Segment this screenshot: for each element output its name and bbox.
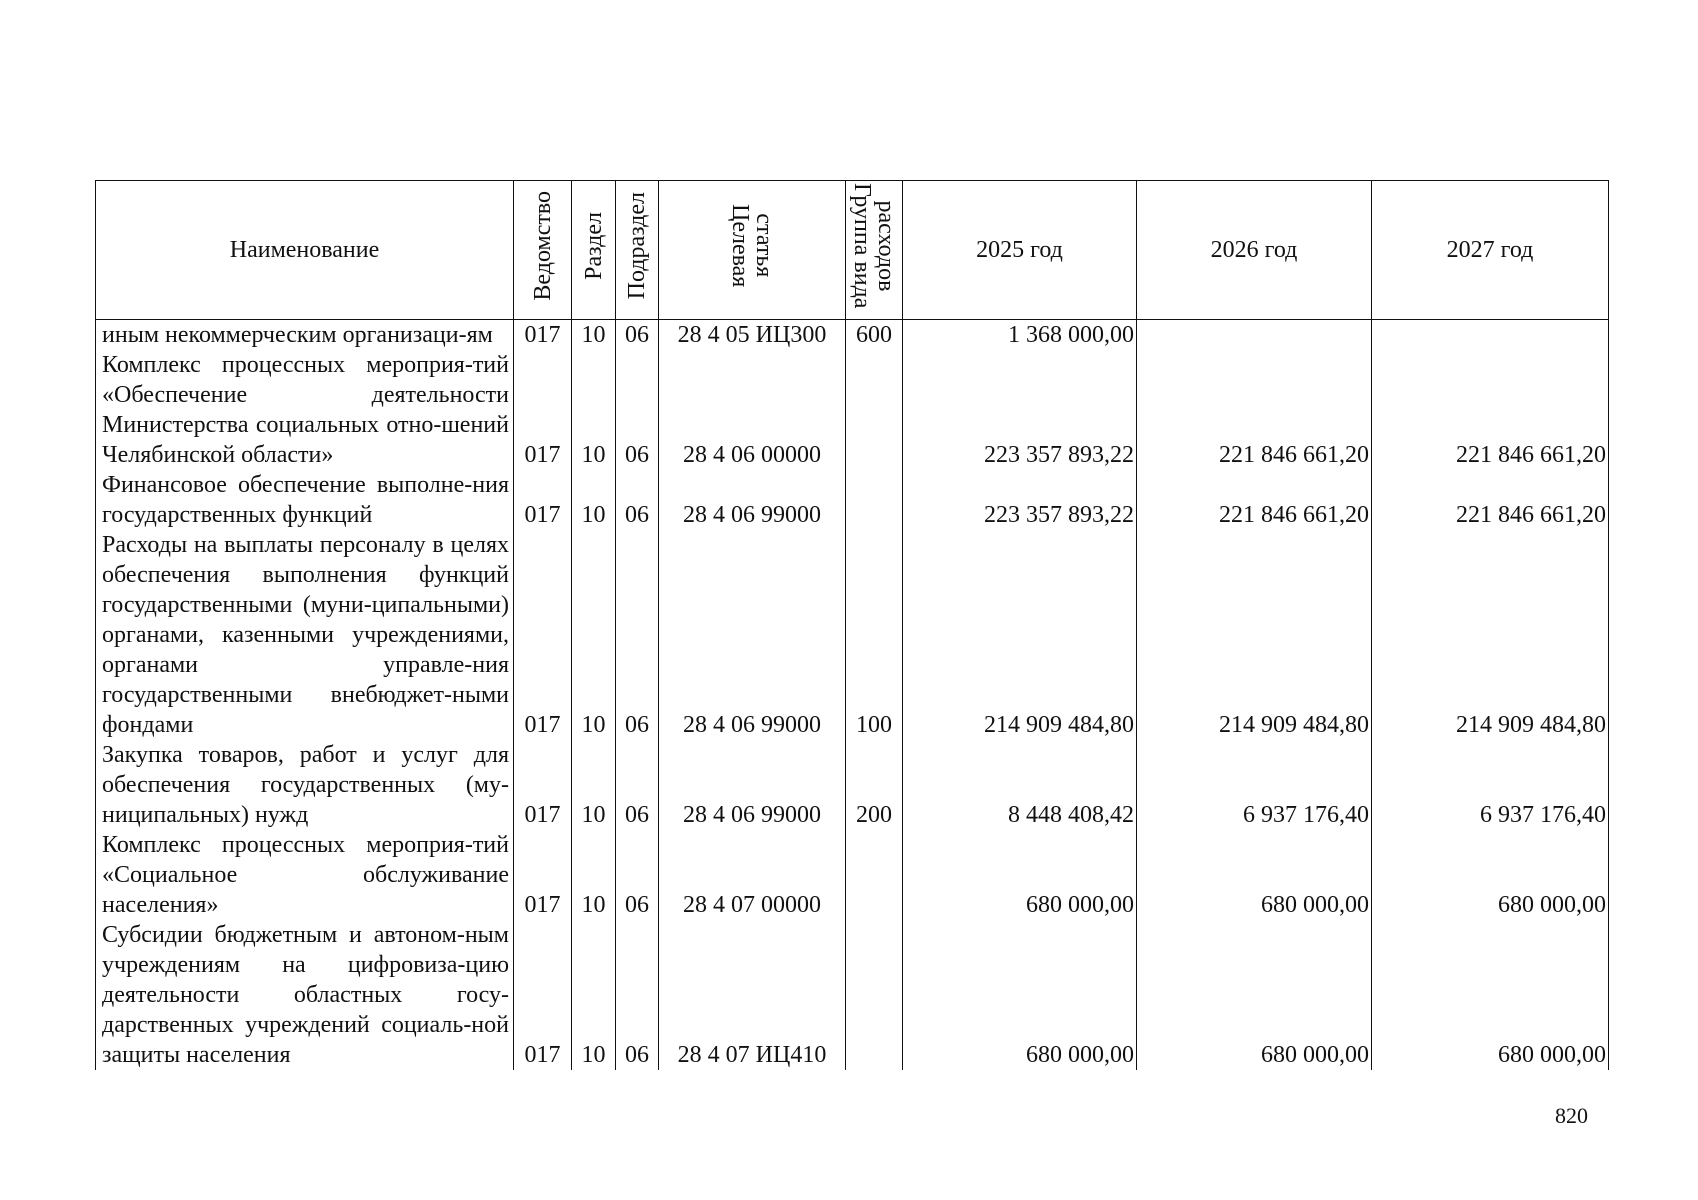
row-razdel: 10 — [572, 350, 616, 470]
row-vedomstvo: 017 — [514, 470, 572, 530]
row-gruppa — [846, 350, 903, 470]
row-podrazdel: 06 — [616, 830, 659, 920]
row-amount-2025: 223 357 893,22 — [903, 470, 1137, 530]
row-celevaya-statya: 28 4 06 00000 — [659, 350, 846, 470]
table-row — [96, 320, 1609, 351]
row-podrazdel: 06 — [616, 740, 659, 830]
header-celevaya-statya: Целевая статья — [659, 181, 846, 320]
row-razdel: 10 — [572, 830, 616, 920]
row-gruppa: 600 — [846, 320, 903, 351]
row-razdel: 10 — [572, 470, 616, 530]
row-vedomstvo: 017 — [514, 350, 572, 470]
row-amount-2027: 214 909 484,80 — [1372, 530, 1609, 740]
row-celevaya-statya: 28 4 07 00000 — [659, 830, 846, 920]
row-podrazdel: 06 — [616, 350, 659, 470]
row-amount-2026: 221 846 661,20 — [1137, 470, 1372, 530]
row-name: Комплекс процессных мероприя-тий «Обеспечение деятельности Министерства социальных отно-шений Челябинской области» — [96, 350, 514, 470]
row-vedomstvo: 017 — [514, 830, 572, 920]
header-name: Наименование — [96, 181, 514, 320]
row-podrazdel: 06 — [616, 530, 659, 740]
row-vedomstvo: 017 — [514, 530, 572, 740]
row-celevaya-statya: 28 4 06 99000 — [659, 740, 846, 830]
row-amount-2026: 6 937 176,40 — [1137, 740, 1372, 830]
row-amount-2025: 1 368 000,00 — [903, 320, 1137, 351]
row-name: Расходы на выплаты персоналу в целях обеспечения выполнения функций государственными (муни-ципальными) органами, казенными учреждениями, органами управле-ния государственными внебюджет-ными фондами — [96, 530, 514, 740]
row-name: Субсидии бюджетным и автоном-ным учреждениям на цифровиза-цию деятельности областных госу-дарственных учреждений социаль-ной защиты населения — [96, 920, 514, 1070]
row-name: иным некоммерческим организаци-ям — [96, 320, 514, 351]
row-amount-2027: 221 846 661,20 — [1372, 350, 1609, 470]
row-amount-2025: 8 448 408,42 — [903, 740, 1137, 830]
page-number: 820 — [1555, 1103, 1588, 1128]
table-row — [96, 470, 1609, 530]
row-gruppa — [846, 470, 903, 530]
row-amount-2025: 680 000,00 — [903, 830, 1137, 920]
row-vedomstvo: 017 — [514, 920, 572, 1070]
row-podrazdel: 06 — [616, 470, 659, 530]
row-amount-2027: 680 000,00 — [1372, 830, 1609, 920]
row-amount-2026: 221 846 661,20 — [1137, 350, 1372, 470]
header-razdel: Раздел — [572, 181, 616, 320]
row-celevaya-statya: 28 4 06 99000 — [659, 530, 846, 740]
row-name: Финансовое обеспечение выполне-ния государственных функций — [96, 470, 514, 530]
row-podrazdel: 06 — [616, 320, 659, 351]
row-name: Комплекс процессных мероприя-тий «Социальное обслуживание населения» — [96, 830, 514, 920]
row-amount-2026: 680 000,00 — [1137, 920, 1372, 1070]
row-razdel: 10 — [572, 320, 616, 351]
table-row — [96, 830, 1609, 920]
row-amount-2025: 223 357 893,22 — [903, 350, 1137, 470]
budget-table-sheet — [95, 180, 1608, 1070]
row-amount-2026 — [1137, 320, 1372, 351]
table-row — [96, 740, 1609, 830]
row-razdel: 10 — [572, 740, 616, 830]
header-vedomstvo: Ведомство — [514, 181, 572, 320]
row-amount-2027: 221 846 661,20 — [1372, 470, 1609, 530]
row-celevaya-statya: 28 4 05 ИЦ300 — [659, 320, 846, 351]
header-year-2025: 2025 год — [903, 181, 1137, 320]
row-amount-2027: 680 000,00 — [1372, 920, 1609, 1070]
row-gruppa — [846, 830, 903, 920]
row-razdel: 10 — [572, 920, 616, 1070]
row-amount-2025: 214 909 484,80 — [903, 530, 1137, 740]
header-year-2026: 2026 год — [1137, 181, 1372, 320]
row-amount-2027: 6 937 176,40 — [1372, 740, 1609, 830]
row-amount-2026: 214 909 484,80 — [1137, 530, 1372, 740]
budget-table — [95, 180, 1609, 1070]
row-celevaya-statya: 28 4 07 ИЦ410 — [659, 920, 846, 1070]
row-vedomstvo: 017 — [514, 320, 572, 351]
row-celevaya-statya: 28 4 06 99000 — [659, 470, 846, 530]
table-row — [96, 920, 1609, 1070]
row-name: Закупка товаров, работ и услуг для обеспечения государственных (му-ниципальных) нужд — [96, 740, 514, 830]
row-amount-2027 — [1372, 320, 1609, 351]
row-gruppa: 200 — [846, 740, 903, 830]
header-gruppa-vida-rashodov: Группа вида расходов — [846, 181, 903, 320]
table-row — [96, 350, 1609, 470]
row-podrazdel: 06 — [616, 920, 659, 1070]
row-gruppa: 100 — [846, 530, 903, 740]
table-row — [96, 530, 1609, 740]
header-podrazdel: Подраздел — [616, 181, 659, 320]
table-header-row — [96, 181, 1609, 320]
row-razdel: 10 — [572, 530, 616, 740]
header-year-2027: 2027 год — [1372, 181, 1609, 320]
row-amount-2026: 680 000,00 — [1137, 830, 1372, 920]
row-vedomstvo: 017 — [514, 740, 572, 830]
row-amount-2025: 680 000,00 — [903, 920, 1137, 1070]
row-gruppa — [846, 920, 903, 1070]
